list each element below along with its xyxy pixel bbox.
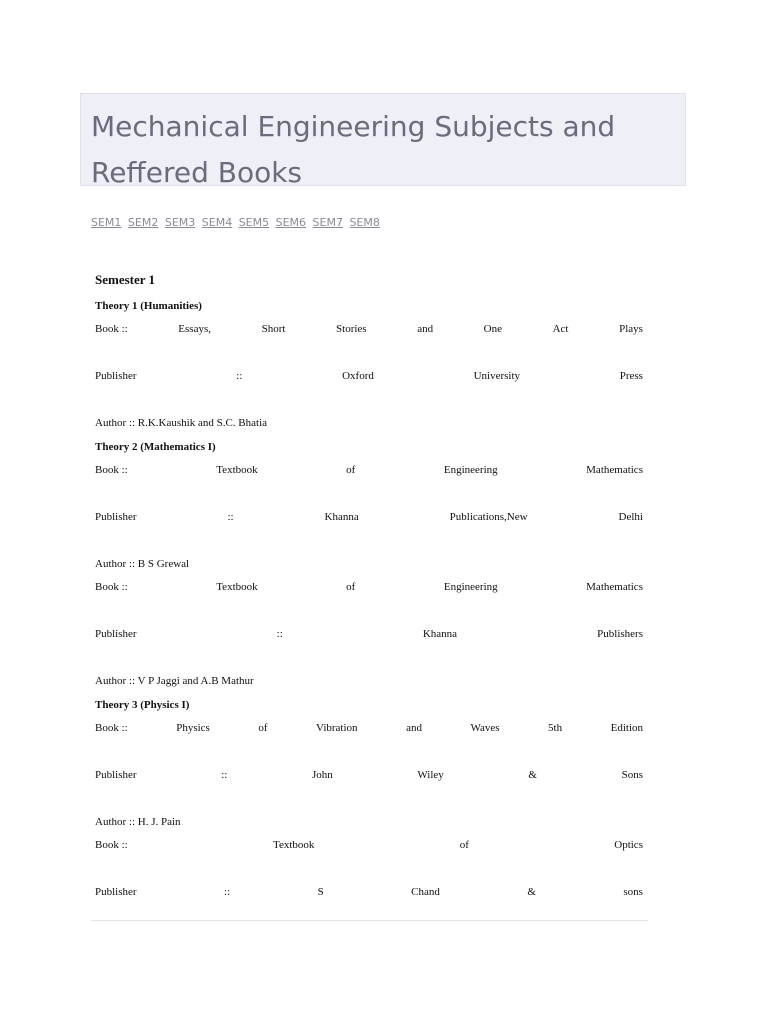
word: Sons bbox=[621, 769, 643, 781]
word: Publisher bbox=[95, 769, 137, 781]
word: Act bbox=[552, 323, 569, 335]
word: Textbook bbox=[216, 581, 258, 593]
nav-link-sem6[interactable]: SEM6 bbox=[275, 216, 307, 229]
word: John bbox=[311, 769, 333, 781]
page-title: Mechanical Engineering Subjects and Reffered Books bbox=[91, 110, 616, 189]
word: Mathematics bbox=[586, 464, 643, 476]
word: Press bbox=[619, 370, 643, 382]
word: Mathematics bbox=[586, 581, 643, 593]
divider bbox=[91, 920, 648, 921]
publisher-line bbox=[95, 365, 643, 388]
book-line bbox=[95, 576, 643, 599]
word: :: bbox=[236, 370, 243, 382]
word: Publisher bbox=[95, 886, 137, 898]
word: of bbox=[258, 722, 268, 734]
word: Book :: bbox=[95, 464, 128, 476]
title-banner bbox=[80, 93, 686, 189]
word: Wiley bbox=[417, 769, 444, 781]
word: :: bbox=[224, 886, 231, 898]
word: Engineering bbox=[443, 581, 498, 593]
word: Chand bbox=[411, 886, 440, 898]
word: Khanna bbox=[422, 628, 458, 640]
book-line bbox=[95, 834, 643, 857]
word: Book :: bbox=[95, 722, 128, 734]
word: Waves bbox=[470, 722, 500, 734]
author-line: Author :: H. J. Pain bbox=[95, 816, 181, 828]
theory-heading: Theory 3 (Physics I) bbox=[95, 699, 190, 711]
word: One bbox=[483, 323, 502, 335]
nav-link-sem2[interactable]: SEM2 bbox=[127, 216, 159, 229]
word: Physics bbox=[176, 722, 210, 734]
nav-link-sem4[interactable]: SEM4 bbox=[201, 216, 233, 229]
word: Publisher bbox=[95, 628, 137, 640]
publisher-line bbox=[95, 623, 643, 646]
word: Plays bbox=[619, 323, 643, 335]
word: of bbox=[459, 839, 469, 851]
word: and bbox=[417, 323, 434, 335]
word: Short bbox=[261, 323, 286, 335]
book-line bbox=[95, 318, 643, 341]
word: Textbook bbox=[273, 839, 315, 851]
word: Publisher bbox=[95, 370, 137, 382]
author-line: Author :: B S Grewal bbox=[95, 558, 190, 570]
word: Edition bbox=[610, 722, 643, 734]
word: 5th bbox=[548, 722, 563, 734]
word: Engineering bbox=[443, 464, 498, 476]
publisher-line bbox=[95, 881, 643, 904]
publisher-line bbox=[95, 764, 643, 787]
nav-link-sem3[interactable]: SEM3 bbox=[164, 216, 196, 229]
word: and bbox=[406, 722, 422, 734]
word: & bbox=[528, 769, 537, 781]
word: Essays, bbox=[178, 323, 211, 335]
word: Book :: bbox=[95, 581, 128, 593]
word: Oxford bbox=[342, 370, 374, 382]
theory-heading: Theory 2 (Mathematics I) bbox=[95, 441, 216, 453]
book-line bbox=[95, 459, 643, 482]
word: Publications,New bbox=[449, 511, 528, 523]
semester-heading: Semester 1 bbox=[95, 272, 156, 287]
word: :: bbox=[221, 769, 228, 781]
word: Textbook bbox=[216, 464, 258, 476]
word: University bbox=[473, 370, 521, 382]
word: of bbox=[346, 581, 356, 593]
word: Book :: bbox=[95, 839, 128, 851]
theory-heading: Theory 1 (Humanities) bbox=[95, 300, 202, 312]
word: Stories bbox=[336, 323, 367, 335]
book-line bbox=[95, 717, 643, 740]
word: Khanna bbox=[324, 511, 359, 523]
word: :: bbox=[276, 628, 283, 640]
word: Optics bbox=[614, 839, 643, 851]
nav-link-sem5[interactable]: SEM5 bbox=[238, 216, 270, 229]
word: Publisher bbox=[95, 511, 137, 523]
word: Book :: bbox=[95, 323, 128, 335]
word: sons bbox=[623, 886, 643, 898]
author-line: Author :: V P Jaggi and A.B Mathur bbox=[95, 675, 254, 687]
publisher-line bbox=[95, 506, 643, 529]
word: S bbox=[317, 886, 324, 898]
book-list bbox=[95, 266, 643, 904]
word: Publishers bbox=[597, 628, 643, 640]
nav-link-sem1[interactable]: SEM1 bbox=[91, 216, 122, 229]
word: :: bbox=[227, 511, 234, 523]
nav-link-sem7[interactable]: SEM7 bbox=[312, 216, 343, 229]
word: Delhi bbox=[618, 511, 643, 523]
semester-nav bbox=[91, 216, 383, 229]
word: & bbox=[527, 886, 536, 898]
nav-link-sem8[interactable]: SEM8 bbox=[349, 216, 380, 229]
word: of bbox=[346, 464, 356, 476]
word: Vibration bbox=[316, 722, 358, 734]
author-line: Author :: R.K.Kaushik and S.C. Bhatia bbox=[95, 417, 268, 429]
